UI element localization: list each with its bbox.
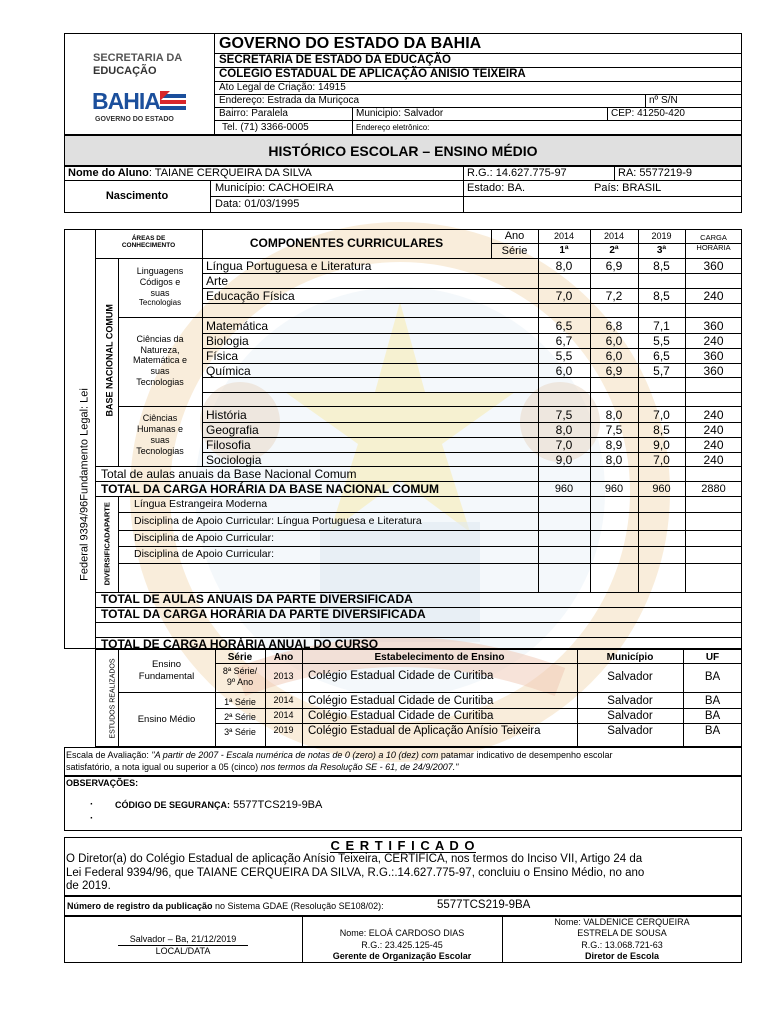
- subject-ch: 240: [703, 408, 724, 422]
- subject-name: Arte: [206, 274, 229, 288]
- certificado-line-1: O Diretor(a) do Colégio Estadual de aplicação Anísio Teixeira, CERTIFICA, nos termos do Inciso VII, Artigo 24 da: [66, 853, 643, 865]
- subject-g2: 7,5: [605, 423, 623, 437]
- diversificada-label: DIVERSIFICADAPARTE: [102, 502, 112, 586]
- subject-g2: 6,9: [605, 364, 623, 378]
- registro-label-bold: Número de registro da publicação: [67, 901, 213, 911]
- subject-g1: 6,0: [555, 364, 573, 378]
- medio-ano: 2014: [273, 710, 294, 720]
- areas-header-1: ÁREAS DE: [131, 235, 166, 242]
- fundamental-label-1: Ensino: [151, 659, 182, 670]
- subject-name: Física: [206, 349, 239, 363]
- subject-g2: 8,0: [605, 408, 623, 422]
- div-row-4: Disciplina de Apoio Curricular:: [134, 548, 275, 560]
- subject-g3: 8,5: [653, 289, 670, 303]
- medio-mun: Salvador: [607, 725, 653, 737]
- bahia-flag-icon: [160, 91, 186, 113]
- student-pais: País: BRASIL: [594, 182, 662, 194]
- certificado-line-2: Lei Federal 9394/96, que TAIANE CERQUEIRA DA SILVA, R.G.:.14.627.775-97, concluiu o Ensino Médio, no ano: [66, 867, 645, 879]
- subject-g1: 6,5: [555, 319, 573, 333]
- student-name-label: Nome do Aluno: [68, 167, 149, 179]
- subject-ch: 240: [703, 423, 724, 437]
- codigo-label: CÓDIGO DE SEGURANÇA:: [115, 800, 231, 810]
- student-estado: Estado: BA.: [467, 182, 526, 194]
- year-2: 2014: [603, 231, 625, 241]
- serie-3: 3ª: [656, 245, 667, 256]
- subject-name: Biologia: [206, 334, 249, 348]
- student-rg: R.G.: 14.627.775-97: [467, 167, 567, 179]
- subject-name: História: [206, 408, 247, 422]
- sig-gerente-name: Nome: ELOÁ CARDOSO DIAS: [339, 928, 465, 938]
- escala-text-2: patamar indicativo de desempenho escolar: [438, 750, 613, 760]
- header-colegio: COLEGIO ESTADUAL DE APLICAÇÃO ANISIO TEIXEIRA: [219, 68, 526, 80]
- medio-mun: Salvador: [607, 695, 653, 707]
- student-name-value: : TAIANE CERQUEIRA DA SILVA: [148, 167, 312, 179]
- fundamental-label-2: Fundamental: [138, 671, 195, 682]
- sig-local: Salvador – Ba, 21/12/2019: [129, 934, 237, 944]
- obs-bullet-2: ·: [90, 813, 94, 824]
- subject-g3: 7,1: [653, 319, 670, 333]
- subject-ch: 360: [703, 259, 724, 273]
- subject-name: Educação Física: [206, 289, 295, 303]
- subject-name: Sociologia: [206, 453, 262, 467]
- studies-header-municipio: Município: [606, 652, 654, 663]
- medio-uf: BA: [704, 695, 721, 707]
- total-base-4: 2880: [701, 483, 726, 495]
- subject-g2: 8,9: [605, 438, 623, 452]
- student-municipio: Município: CACHOEIRA: [215, 182, 334, 194]
- escala-text-1: "A partir de 2007 - Escala numérica de notas de 0 (zero) a 10 (dez) com: [151, 750, 439, 760]
- subject-g1: 7,0: [555, 438, 573, 452]
- carga-header-2: HORÁRIA: [696, 243, 731, 252]
- header-cep: CEP: 41250-420: [611, 108, 685, 119]
- medio-uf: BA: [704, 710, 721, 722]
- subject-name: Filosofia: [206, 438, 251, 452]
- student-name: [68, 168, 312, 179]
- grades-side-label: Federal 9394/96Fundamento Legal: Lei: [78, 388, 91, 581]
- year-3: 2019: [651, 231, 672, 241]
- total-base-2: 960: [604, 483, 624, 495]
- fund-estab: Colégio Estadual Cidade de Curitiba: [308, 670, 494, 682]
- studies-header-estab: Estabelecimento de Ensino: [374, 652, 505, 663]
- header-municipio: Municipio: Salvador: [356, 108, 444, 119]
- subject-ch: 360: [703, 349, 724, 363]
- header-tel: Tel. (71) 3366-0005: [222, 122, 309, 133]
- subject-ch: 360: [703, 319, 724, 333]
- codigo-value: 5577TCS219-9BA: [233, 799, 323, 811]
- header-ato-legal: Ato Legal de Criação: 14915: [219, 82, 346, 93]
- medio-label: Ensino Médio: [137, 714, 196, 725]
- serie-2: 2ª: [609, 245, 619, 256]
- medio-serie: 3ª Série: [224, 727, 256, 737]
- subject-g1: 5,5: [555, 349, 573, 363]
- logo-governo: GOVERNO DO ESTADO: [95, 116, 174, 123]
- sig-gerente-role: Gerente de Organização Escolar: [332, 951, 472, 961]
- sig-diretor-role: Diretor de Escola: [584, 951, 660, 961]
- subject-name: Matemática: [206, 319, 269, 333]
- year-1: 2014: [553, 231, 575, 241]
- subject-name: Língua Portuguesa e Literatura: [206, 259, 372, 273]
- subject-ch: 240: [703, 334, 724, 348]
- subject-name: Química: [206, 364, 251, 378]
- components-header: COMPONENTES CURRICULARES: [249, 236, 444, 250]
- fund-uf: BA: [704, 671, 721, 683]
- registro-value: 5577TCS219-9BA: [437, 899, 531, 911]
- subject-g3: 8,5: [653, 423, 670, 437]
- total-base-3: 960: [652, 483, 671, 495]
- div-row-3: Disciplina de Apoio Curricular:: [134, 532, 275, 544]
- logo-educacao: EDUCAÇÃO: [93, 65, 157, 77]
- subject-g3: 6,5: [653, 349, 670, 363]
- escala-text-3: satisfatório, a nota igual ou superior a 05 (cinco): [66, 762, 261, 772]
- subject-g1: 8,0: [555, 423, 573, 437]
- studies-header-uf: UF: [705, 652, 720, 663]
- subject-g1: 7,0: [555, 289, 573, 303]
- header-secretaria: SECRETARIA DE ESTADO DA EDUCAÇÃO: [219, 54, 451, 66]
- header-endereco: Endereço: Estrada da Muriçoca: [219, 95, 360, 106]
- escala-line-1: [66, 751, 613, 760]
- subject-g1: 7,5: [555, 408, 573, 422]
- subject-g2: 7,2: [605, 289, 623, 303]
- student-data: Data: 01/03/1995: [215, 198, 300, 210]
- subject-g3: 7,0: [653, 453, 670, 467]
- subject-g1: 6,7: [555, 334, 573, 348]
- carga-header-1: CARGA: [700, 233, 727, 242]
- subject-g3: 5,7: [653, 364, 670, 378]
- obs-bullet-1: ·: [90, 799, 94, 810]
- medio-estab: Colégio Estadual Cidade de Curitiba: [308, 695, 494, 707]
- studies-header-serie: Série: [227, 652, 253, 663]
- total-base-1: 960: [554, 483, 574, 495]
- codigo-seguranca: [115, 800, 322, 811]
- header-email: Endereço eletrônico:: [356, 123, 430, 132]
- subject-g2: 6,0: [605, 334, 623, 348]
- fund-mun: Salvador: [607, 671, 653, 683]
- subject-g3: 8,5: [653, 259, 670, 273]
- sig-diretor-name-1: Nome: VALDENICE CERQUEIRA: [554, 917, 690, 927]
- medio-serie: 2ª Série: [224, 712, 256, 722]
- base-nacional-label: BASE NACIONAL COMUM: [104, 304, 115, 417]
- total-carga-div: TOTAL DA CARGA HORÁRIA DA PARTE DIVERSIFICADA: [101, 607, 426, 621]
- subject-g3: 7,0: [653, 408, 670, 422]
- medio-serie: 1ª Série: [224, 697, 256, 707]
- fund-serie-2: 9º Ano: [226, 677, 254, 687]
- medio-ano: 2019: [273, 725, 294, 735]
- certificado-title: C E R T I F I C A D O: [330, 838, 476, 853]
- sig-gerente-rg: R.G.: 23.425.125-45: [361, 940, 443, 950]
- header-bairro: Bairro: Paralela: [219, 108, 288, 119]
- div-row-2: Disciplina de Apoio Curricular: Língua Portuguesa e Literatura: [134, 515, 422, 527]
- subject-ch: 240: [703, 453, 724, 467]
- certificado-line-3: de 2019.: [66, 880, 111, 892]
- logo-secretaria: SECRETARIA DA: [93, 52, 183, 64]
- subject-g2: 6,8: [605, 319, 623, 333]
- doc-title: HISTÓRICO ESCOLAR – ENSINO MÉDIO: [268, 143, 538, 159]
- medio-estab: Colégio Estadual Cidade de Curitiba: [308, 710, 494, 722]
- fund-serie-1: 8ª Série/: [222, 666, 258, 676]
- subject-g2: 6,0: [605, 349, 623, 363]
- escala-label: Escala de Avaliação:: [66, 750, 152, 760]
- subject-ch: 360: [703, 364, 724, 378]
- medio-uf: BA: [704, 725, 721, 737]
- ano-label: Ano: [504, 230, 525, 242]
- serie-1: 1ª: [559, 245, 569, 256]
- studies-side-label: ESTUDOS REALIZADOS: [109, 658, 117, 739]
- total-carga-base: TOTAL DA CARGA HORÁRIA DA BASE NACIONAL COMUM: [101, 482, 439, 496]
- studies-header-ano: Ano: [273, 652, 294, 663]
- subject-name: Geografia: [206, 423, 259, 437]
- header-title: GOVERNO DO ESTADO DA BAHIA: [219, 35, 482, 52]
- fund-ano: 2013: [273, 671, 294, 681]
- div-row-1: Língua Estrangeira Moderna: [134, 498, 268, 510]
- total-carga-curso: TOTAL DE CARGA HORÁRIA ANUAL DO CURSO: [101, 637, 379, 651]
- registro-line: [67, 902, 384, 911]
- total-aulas-div: TOTAL DE AULAS ANUAIS DA PARTE DIVERSIFICADA: [101, 592, 413, 606]
- logo-bahia: BAHIA: [92, 88, 160, 114]
- subject-g2: 8,0: [605, 453, 623, 467]
- medio-mun: Salvador: [607, 710, 653, 722]
- total-aulas-base: Total de aulas anuais da Base Nacional Comum: [101, 467, 357, 481]
- sig-local-label: LOCAL/DATA: [155, 946, 211, 956]
- sig-diretor-name-2: ESTRELA DE SOUSA: [577, 928, 667, 938]
- subject-g2: 6,9: [605, 259, 623, 273]
- escala-line-2: [66, 763, 458, 772]
- subject-g3: 9,0: [653, 438, 670, 452]
- observacoes-label: OBSERVAÇÕES:: [66, 778, 139, 788]
- medio-ano: 2014: [273, 695, 294, 705]
- escala-text-4: nos termos da Resolução SE - 61, de 24/9/2007.": [260, 762, 459, 772]
- subject-ch: 240: [703, 289, 724, 303]
- registro-label-rest: no Sistema GDAE (Resolução SE108/02):: [212, 901, 384, 911]
- header-numero: nº S/N: [649, 95, 678, 106]
- areas-header-2: CONHECIMENTO: [121, 242, 176, 249]
- student-nasc-label: Nascimento: [105, 190, 169, 202]
- sig-diretor-rg: R.G.: 13.068.721-63: [581, 940, 663, 950]
- serie-label: Série: [501, 245, 528, 257]
- medio-estab: Colégio Estadual de Aplicação Anísio Teixeira: [308, 725, 541, 737]
- student-ra: RA: 5577219-9: [618, 167, 692, 179]
- subject-g3: 5,5: [653, 334, 670, 348]
- subject-g1: 8,0: [555, 259, 573, 273]
- subject-g1: 9,0: [555, 453, 573, 467]
- subject-ch: 240: [703, 438, 724, 452]
